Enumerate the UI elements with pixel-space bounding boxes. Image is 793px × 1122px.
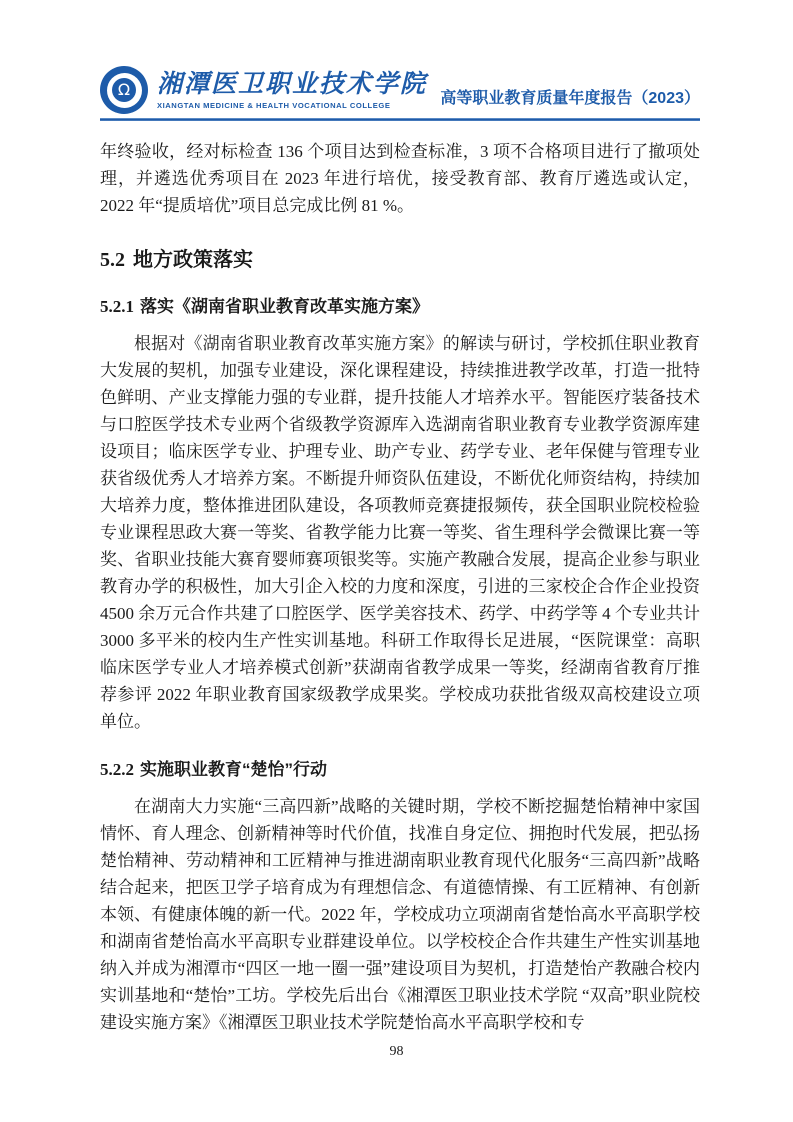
subsection-heading-5-2-2 — [100, 759, 700, 781]
section-number: 5.2 — [100, 249, 125, 271]
subsection-5-2-2-paragraph: 在湖南大力实施“三高四新”战略的关键时期，学校不断挖掘楚怡精神中家国情怀、育人理念、创新精神等时代价值，找准自身定位、拥抱时代发展，把弘扬楚怡精神、劳动精神和工匠精神与推进湖南职业教育现代化服务“三高四新”战略结合起来，把医卫学子培育成为有理想信念、有道德情操、有工匠精神、有创新本领、有健康体魄的新一代。2022 年，学校成功立项湖南省楚怡高水平高职学校和湖南省楚怡高水平高职专业群建设单位。以学校校企合作共建生产性实训基地纳入并成为湘潭市“四区一地一圈一强”建设项目为契机，打造楚怡产教融合校内实训基地和“楚怡”工坊。学校先后出台《湘潭医卫职业技术学院 “双高”职业院校建设实施方案》《湘潭医卫职业技术学院楚怡高水平高职学校和专 — [100, 797, 700, 1032]
college-seal-ring — [107, 73, 142, 108]
header-divider — [100, 118, 700, 121]
college-seal-glyph: Ω — [112, 78, 136, 102]
subsection-title: 实施职业教育“楚怡”行动 — [140, 760, 327, 779]
subsection-title: 落实《湖南省职业教育改革实施方案》 — [140, 297, 429, 316]
subsection-heading-5-2-1 — [100, 296, 700, 318]
college-name-en: XIANGTAN MEDICINE & HEALTH VOCATIONAL COLLEGE — [157, 100, 391, 110]
page-number: 98 — [389, 1044, 404, 1059]
intro-paragraph: 年终验收，经对标检查 136 个项目达到检查标准，3 项不合格项目进行了撤项处理，并遴选优秀项目在 2023 年进行培优，接受教育部、教育厅遴选或认定，2022 年“提质培优”项目总完成比例 81 %。 — [100, 142, 700, 215]
college-name-zh: 湘潭医卫职业技术学院 — [157, 70, 428, 98]
subsection-number: 5.2.1 — [100, 297, 134, 316]
college-name-block — [157, 71, 427, 110]
page-header — [100, 66, 700, 114]
report-title: 高等职业教育质量年度报告（2023） — [440, 90, 700, 107]
subsection-number: 5.2.2 — [100, 760, 134, 779]
college-logo — [100, 66, 427, 114]
college-seal-icon — [100, 66, 148, 114]
section-heading-5-2 — [100, 248, 700, 272]
subsection-5-2-1-paragraph: 根据对《湖南省职业教育改革实施方案》的解读与研讨，学校抓住职业教育大发展的契机，加强专业建设，深化课程建设，持续推进教学改革，打造一批特色鲜明、产业支撑能力强的专业群，提升技能人才培养水平。智能医疗装备技术与口腔医学技术专业两个省级教学资源库入选湖南省职业教育专业教学资源库建设项目；临床医学专业、护理专业、助产专业、药学专业、老年保健与管理专业获省级优秀人才培养方案。不断提升师资队伍建设，不断优化师资结构，持续加大培养力度，整体推进团队建设，各项教师竞赛捷报频传，获全国职业院校检验专业课程思政大赛一等奖、省教学能力比赛一等奖、省生理科学会微课比赛一等奖、省职业技能大赛育婴师赛项银奖等。实施产教融合发展，提高企业参与职业教育办学的积极性，加大引企入校的力度和深度，引进的三家校企合作企业投资 4500 余万元合作共建了口腔医学、医学美容技术、药学、中药学等 4 个专业共计 3000 多平米的校内生产性实训基地。科研工作取得长足进展，“医院课堂：高职临床医学专业人才培养模式创新”获湖南省教学成果一等奖，经湖南省教育厅推荐参评 2022 年职业教育国家级教学成果奖。学校成功获批省级双高校建设立项单位。 — [100, 334, 700, 731]
section-title: 地方政策落实 — [133, 249, 253, 271]
page-content — [100, 0, 700, 1036]
